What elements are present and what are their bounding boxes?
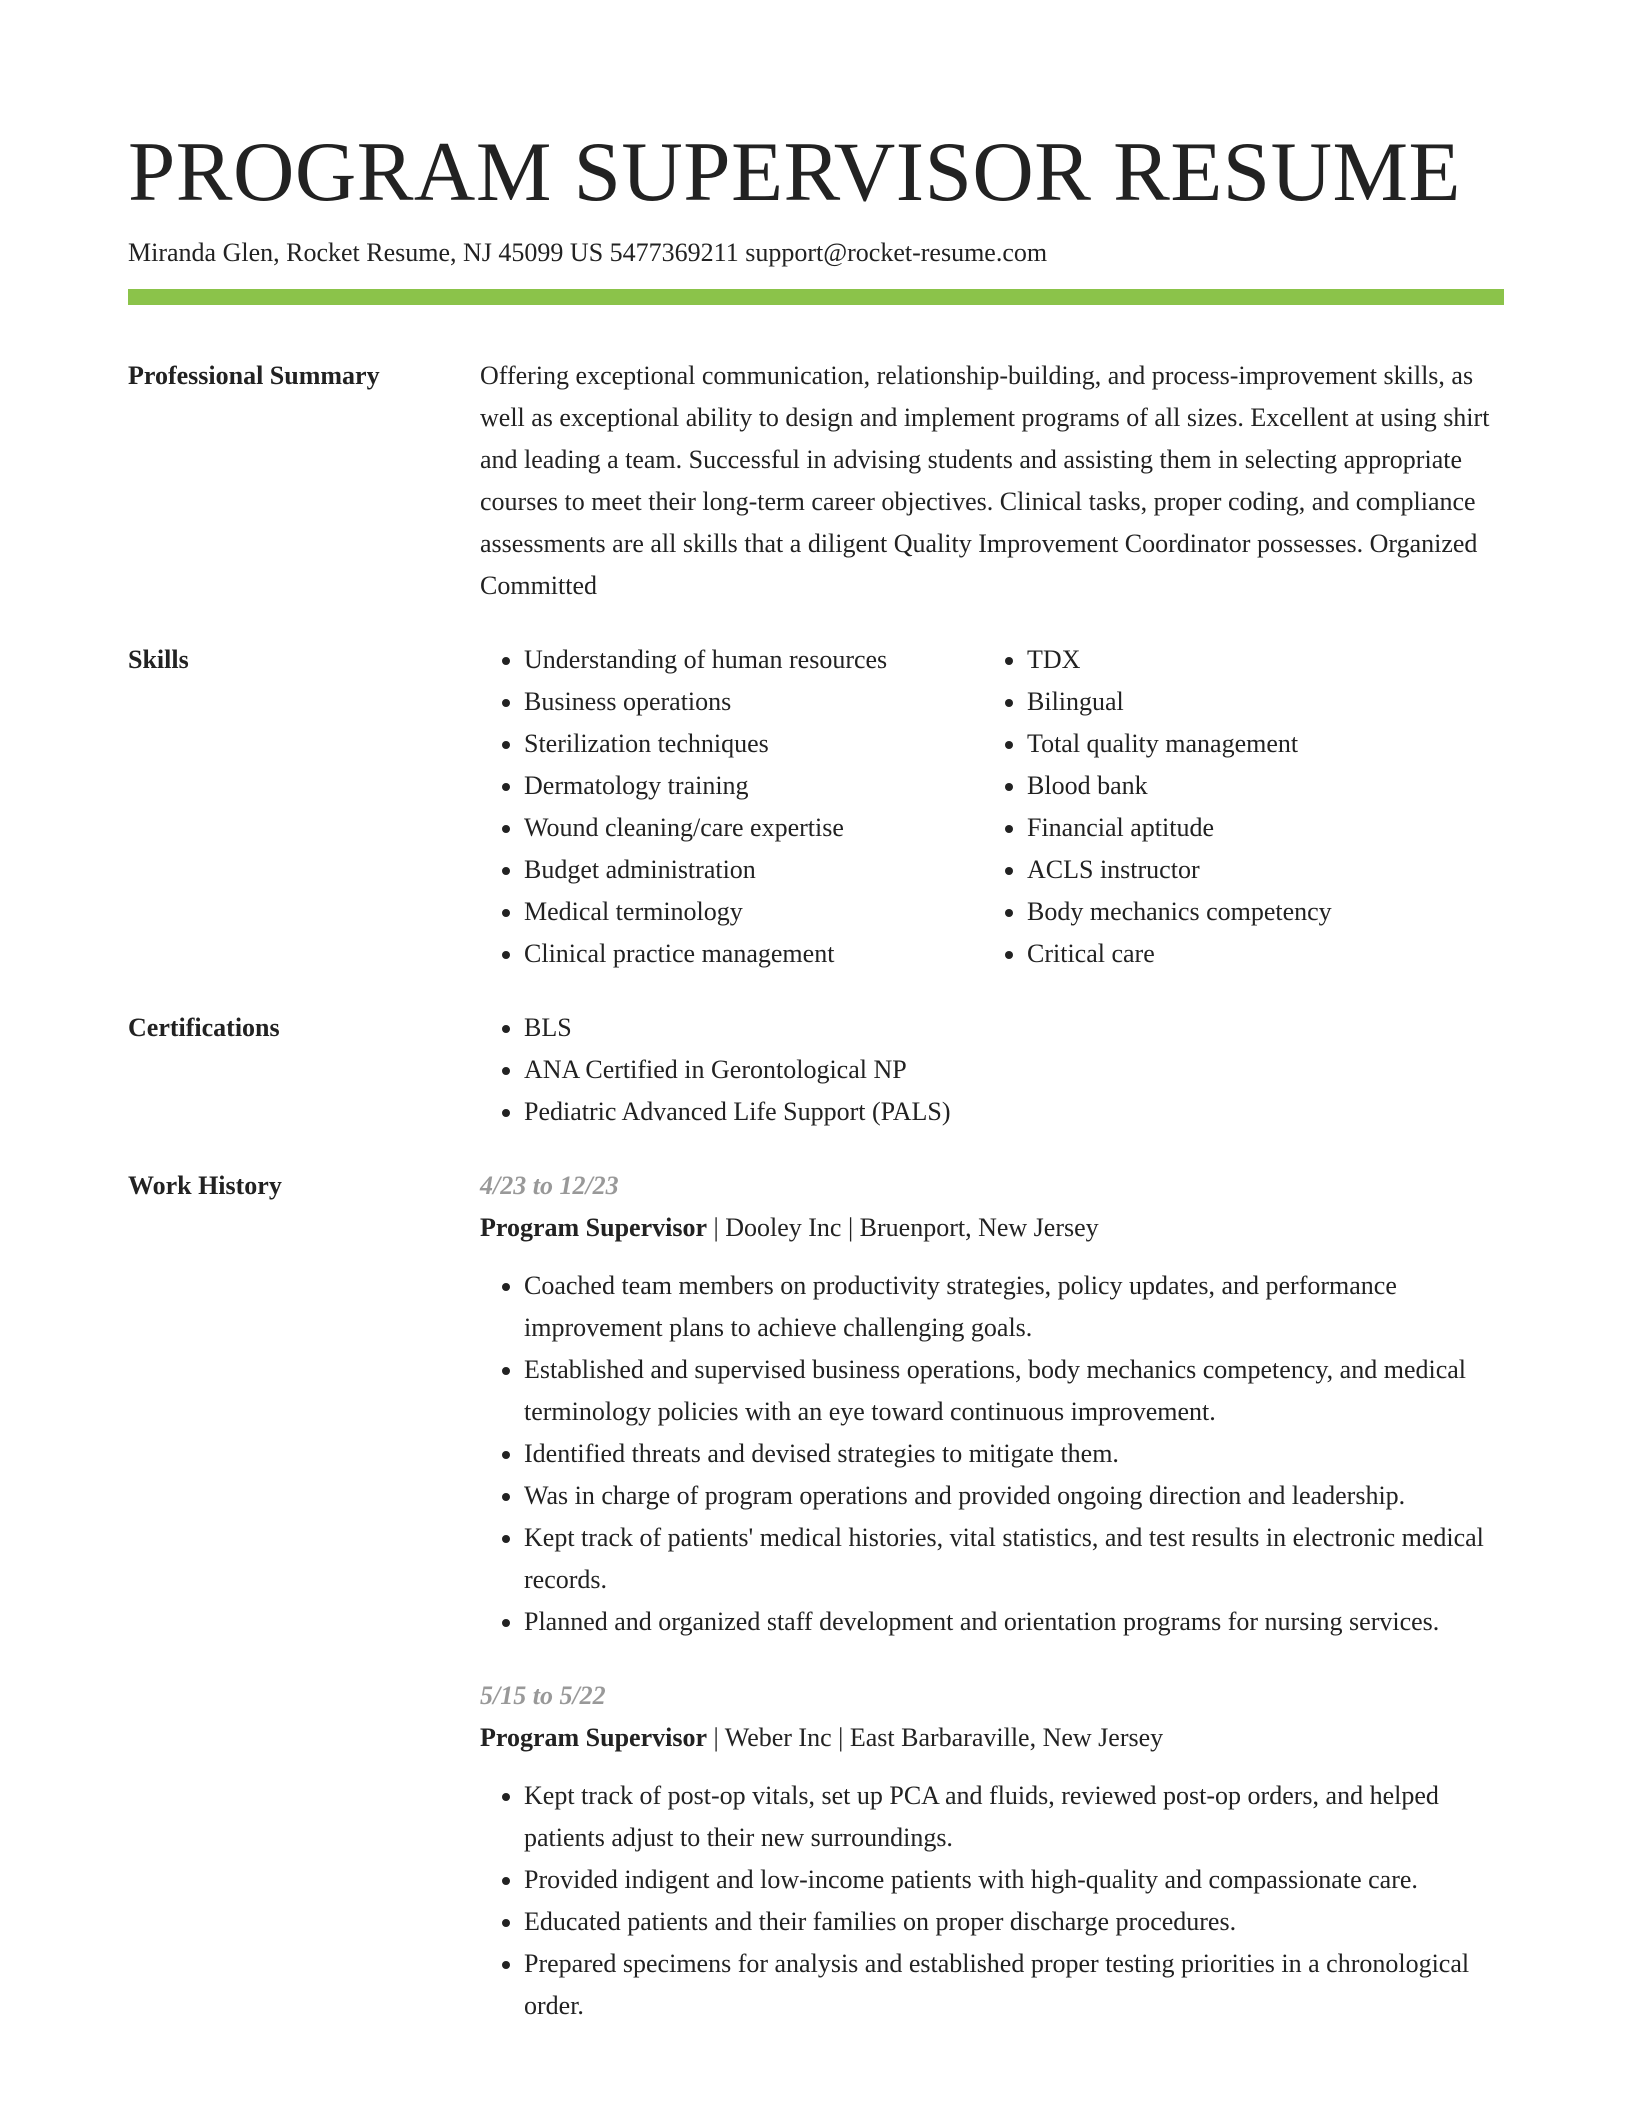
skill-item: • Business operations <box>524 681 983 723</box>
skill-item: • Financial aptitude <box>1027 807 1332 849</box>
job-bullet: • Kept track of post-op vitals, set up PCA and fluids, reviewed post-op orders, and helped patients adjust to their new surroundings. <box>524 1775 1504 1859</box>
section-body-certifications <box>480 1007 1504 1133</box>
job-bullet: • Was in charge of program operations and provided ongoing direction and leadership. <box>524 1475 1504 1517</box>
job-dates: 5/15 to 5/22 <box>480 1681 606 1710</box>
resume-page <box>128 0 1504 2027</box>
accent-rule <box>128 289 1504 305</box>
section-body-work-history <box>480 1165 1504 2027</box>
section-label-work-history: Work History <box>128 1171 282 1200</box>
certifications-list <box>480 1007 1504 1133</box>
job-bullet: • Coached team members on productivity strategies, policy updates, and performance improvement plans to achieve challenging goals. <box>524 1265 1504 1349</box>
job-heading <box>480 1207 1504 1249</box>
section-professional-summary <box>128 355 1504 607</box>
job-entry <box>480 1165 1504 1643</box>
skill-item: • Understanding of human resources <box>524 639 983 681</box>
job-bullet: • Established and supervised business operations, body mechanics competency, and medical terminology policies with an eye toward continuous improvement. <box>524 1349 1504 1433</box>
section-certifications <box>128 1007 1504 1133</box>
job-bullet: • Prepared specimens for analysis and established proper testing priorities in a chronological order. <box>524 1943 1504 2027</box>
skill-item: • Total quality management <box>1027 723 1332 765</box>
skill-item: • Dermatology training <box>524 765 983 807</box>
certification-item: • BLS <box>524 1007 1504 1049</box>
skills-columns <box>480 639 1504 975</box>
job-bullet: • Identified threats and devised strategies to mitigate them. <box>524 1433 1504 1475</box>
skills-list-2 <box>983 639 1332 975</box>
skill-item: • Critical care <box>1027 933 1332 975</box>
job-title: Program Supervisor <box>480 1723 707 1752</box>
job-bullet: • Planned and organized staff development and orientation programs for nursing services. <box>524 1601 1504 1643</box>
skills-list-1 <box>480 639 983 975</box>
job-bullet: • Educated patients and their families on proper discharge procedures. <box>524 1901 1504 1943</box>
skill-item: • ACLS instructor <box>1027 849 1332 891</box>
job-title: Program Supervisor <box>480 1213 707 1242</box>
skill-item: • TDX <box>1027 639 1332 681</box>
job-bullet: • Provided indigent and low-income patients with high-quality and compassionate care. <box>524 1859 1504 1901</box>
skill-item: • Body mechanics competency <box>1027 891 1332 933</box>
job-bullets <box>480 1265 1504 1643</box>
skill-item: • Budget administration <box>524 849 983 891</box>
job-entry <box>480 1675 1504 2027</box>
skill-item: • Bilingual <box>1027 681 1332 723</box>
job-dates: 4/23 to 12/23 <box>480 1171 619 1200</box>
skill-item: • Blood bank <box>1027 765 1332 807</box>
resume-title: PROGRAM SUPERVISOR RESUME <box>128 125 1461 219</box>
skills-column-2 <box>983 639 1332 975</box>
skill-item: • Medical terminology <box>524 891 983 933</box>
job-heading <box>480 1717 1504 1759</box>
certification-item: • Pediatric Advanced Life Support (PALS) <box>524 1091 1504 1133</box>
section-label-skills: Skills <box>128 645 189 674</box>
section-skills <box>128 639 1504 975</box>
contact-line: Miranda Glen, Rocket Resume, NJ 45099 US 5477369211 support@rocket-resume.com <box>128 238 1048 267</box>
skill-item: • Wound cleaning/care expertise <box>524 807 983 849</box>
skills-column-1 <box>480 639 983 975</box>
skill-item: • Clinical practice management <box>524 933 983 975</box>
certification-item: • ANA Certified in Gerontological NP <box>524 1049 1504 1091</box>
job-bullet: • Kept track of patients' medical histories, vital statistics, and test results in electronic medical records. <box>524 1517 1504 1601</box>
skill-item: • Sterilization techniques <box>524 723 983 765</box>
section-label-summary: Professional Summary <box>128 361 380 390</box>
section-work-history <box>128 1165 1504 2027</box>
job-bullets <box>480 1775 1504 2027</box>
job-details: | Dooley Inc | Bruenport, New Jersey <box>707 1213 1099 1242</box>
section-label-certifications: Certifications <box>128 1013 280 1042</box>
summary-text: Offering exceptional communication, relationship-building, and process-improvement skills, as well as exceptional ability to design and implement programs of all sizes. Excellent at using shirt and leading a team. Successful in advising students and assisting them in selecting appropriate courses to meet their long-term career objectives. Clinical tasks, proper coding, and compliance assessments are all skills that a diligent Quality Improvement Coordinator possesses. Organized Committed <box>480 361 1490 600</box>
job-details: | Weber Inc | East Barbaraville, New Jersey <box>707 1723 1164 1752</box>
section-body-summary <box>480 355 1504 607</box>
